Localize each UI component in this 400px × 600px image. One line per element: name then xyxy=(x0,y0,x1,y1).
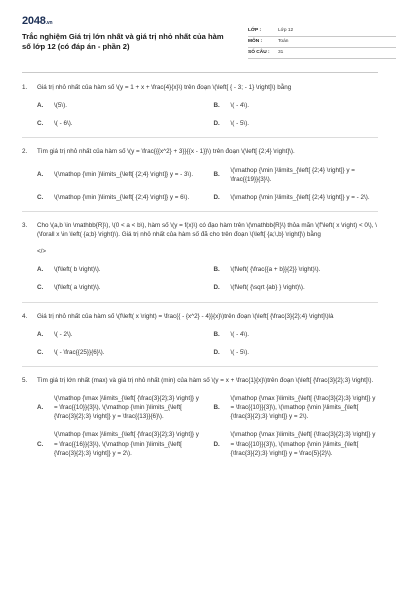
question-2 xyxy=(22,147,378,202)
question-text: Giá trị nhỏ nhất của hàm số \(y = 1 + x + \frac{4}{x}\) trên đoạn \(\left[ { - 3; - 1} \right]\) bằng xyxy=(37,84,292,91)
option-a[interactable] xyxy=(37,166,202,184)
option-letter: C. xyxy=(37,348,44,356)
option-c[interactable] xyxy=(37,283,202,292)
option-text: \(f\left( {\frac{{a + b}}{2}} \right)\). xyxy=(230,266,321,274)
option-b[interactable] xyxy=(214,330,379,339)
document-title: Trắc nghiệm Giá trị lớn nhất và giá trị nhỏ nhất của hàm số lớp 12 (có đáp án - phần 2) xyxy=(22,32,224,52)
logo-suffix: .vn xyxy=(45,20,53,26)
question-number: 1. xyxy=(22,84,28,91)
meta-key: SỐ CÂU : xyxy=(248,49,270,55)
option-text: \( - 4\). xyxy=(230,330,250,338)
option-b[interactable] xyxy=(214,166,379,184)
option-letter: C. xyxy=(37,440,44,448)
option-letter: C. xyxy=(37,193,44,201)
meta-value: Toán xyxy=(278,38,289,44)
option-letter: A. xyxy=(37,171,44,179)
document-meta xyxy=(248,26,396,59)
option-text: \(f\left( b \right)\). xyxy=(54,266,101,274)
site-logo[interactable] xyxy=(22,14,52,30)
question-text: Tìm giá trị nhỏ nhất của hàm số \(y = \frac{{{x^2} + 3}}{{x - 1}}\) trên đoạn \(\left[ {2;4} \right]\). xyxy=(37,148,295,156)
option-c[interactable] xyxy=(37,348,202,357)
option-letter: D. xyxy=(213,284,220,292)
option-text: \(\mathop {\max }\limits_{\left[ {\frac{3}{2};3} \right]} y = \frac{{10}}{3}\), \(\mathop {\min }\limits_{\left[ {\frac{3}{2};3} \right]} y = 2\). xyxy=(230,395,376,421)
option-letter: A. xyxy=(37,266,44,274)
option-text: \(\mathop {\min }\limits_{\left[ {2;4} \right]} y = - 3\). xyxy=(54,171,194,179)
meta-value: 31 xyxy=(278,49,284,55)
option-text: \( - 5\). xyxy=(230,348,250,356)
option-c[interactable] xyxy=(37,193,202,202)
question-text: Tìm giá trị lớn nhất (max) và giá trị nhỏ nhất (min) của hàm số \(y = x + \frac{1}{x}\)trên đoạn \(\left[ {\frac{3}{2};3} \right]\). xyxy=(37,376,374,384)
question-4 xyxy=(22,312,378,357)
option-letter: B. xyxy=(213,330,220,338)
meta-key: MÔN : xyxy=(248,38,263,44)
option-b[interactable] xyxy=(214,394,379,421)
header-divider xyxy=(22,72,378,73)
question-number: 5. xyxy=(22,376,28,384)
option-text: \(5\). xyxy=(54,102,67,110)
option-c[interactable] xyxy=(37,119,202,128)
option-text: \(\mathop {\max }\limits_{\left[ {\frac{3}{2};3} \right]} y = \frac{{10}}{3}\), \(\mathop {\min }\limits_{\left[ {\frac{3}{2};3} \right]} y = \frac{{13}}{6}\). xyxy=(54,395,199,421)
option-text: \( - 5\). xyxy=(230,120,250,128)
option-letter: C. xyxy=(37,284,44,292)
option-a[interactable] xyxy=(37,101,202,110)
meta-row-subject xyxy=(248,37,396,48)
answer-options xyxy=(22,394,378,458)
question-3 xyxy=(22,221,378,293)
option-d[interactable] xyxy=(214,348,379,357)
option-a[interactable] xyxy=(37,394,202,421)
option-d[interactable] xyxy=(214,283,379,292)
option-text: \(f\left( a \right)\). xyxy=(54,284,101,292)
option-text: \( - 2\). xyxy=(54,330,73,338)
question-separator xyxy=(22,211,378,212)
option-letter: D. xyxy=(213,440,220,448)
option-text: \( - 4\). xyxy=(230,102,250,110)
answer-options xyxy=(22,166,378,202)
option-text: \(\mathop {\min }\limits_{\left[ {2;4} \right]} y = 6\). xyxy=(54,193,190,201)
option-b[interactable] xyxy=(214,101,379,110)
option-text: \(\mathop {\min }\limits_{\left[ {2;4} \right]} y = - 2\). xyxy=(230,193,370,201)
answer-options xyxy=(22,265,378,292)
option-text: \( - 6\). xyxy=(54,120,73,128)
option-b[interactable] xyxy=(214,265,379,274)
question-text: Cho \(a,b \in \mathbb{R}\), \(0 < a < b\), hàm số \(y = f(x)\) có đạo hàm trên \(\mathbb{R}\) thỏa mãn \(f'\left( x \right) < 0\), \(\forall x \in \left( {a;b} \right)\). Giá trị nhỏ nhất của hàm số đã cho trên đoạn \(\left[ {a;\,b} \right]\) bằng xyxy=(37,221,377,238)
option-letter: A. xyxy=(37,102,44,110)
option-letter: B. xyxy=(213,266,220,274)
question-1 xyxy=(22,83,378,128)
option-letter: B. xyxy=(213,171,220,179)
option-letter: A. xyxy=(37,330,44,338)
option-a[interactable] xyxy=(37,265,202,274)
meta-key: LỚP : xyxy=(248,27,262,33)
question-extra-text: </> xyxy=(37,248,47,256)
option-letter: D. xyxy=(213,193,220,201)
option-text: \(f\left( {\sqrt {ab} } \right)\). xyxy=(230,284,305,292)
option-letter: B. xyxy=(213,102,220,110)
question-text: Giá trị nhỏ nhất của hàm số \(f\left( x \right) = \frac{{ - {x^2} - 4}}{x}\)trên đoạn \(\left[ {\frac{3}{2};4} \right]\)là xyxy=(37,312,334,320)
answer-options xyxy=(22,101,378,128)
option-letter: B. xyxy=(213,404,220,412)
option-text: \(\mathop {\max }\limits_{\left[ {\frac{3}{2};3} \right]} y = \frac{{10}}{3}\), \(\mathop {\min }\limits_{\left[ {\frac{3}{2};3} \right]} y = \frac{5}{2}\). xyxy=(230,431,376,457)
option-d[interactable] xyxy=(214,119,379,128)
question-separator xyxy=(22,302,378,303)
option-text: \(\mathop {\min }\limits_{\left[ {2;4} \right]} y = \frac{{19}}{3}\). xyxy=(230,166,355,183)
option-letter: D. xyxy=(213,120,220,128)
question-number: 2. xyxy=(22,148,28,156)
question-separator xyxy=(22,366,378,367)
logo-text: 2048 xyxy=(22,15,46,27)
meta-value: Lớp 12 xyxy=(278,27,294,33)
meta-row-count xyxy=(248,48,396,59)
document-header xyxy=(22,14,378,64)
question-number: 4. xyxy=(22,312,28,320)
question-separator xyxy=(22,137,378,138)
option-letter: D. xyxy=(213,348,220,356)
option-text: \(\mathop {\max }\limits_{\left[ {\frac{3}{2};3} \right]} y = \frac{{16}}{3}\), \(\mathop {\min }\limits_{\left[ {\frac{3}{2};3} \right]} y = 2\). xyxy=(54,431,199,457)
option-letter: A. xyxy=(37,404,44,412)
option-c[interactable] xyxy=(37,430,202,457)
option-letter: C. xyxy=(37,120,44,128)
option-a[interactable] xyxy=(37,330,202,339)
answer-options xyxy=(22,330,378,357)
option-text: \( - \frac{{25}}{6}\). xyxy=(54,348,105,356)
meta-row-class xyxy=(248,26,396,37)
option-d[interactable] xyxy=(214,193,379,202)
question-5 xyxy=(22,376,378,458)
question-number: 3. xyxy=(22,221,28,229)
option-d[interactable] xyxy=(214,430,379,457)
